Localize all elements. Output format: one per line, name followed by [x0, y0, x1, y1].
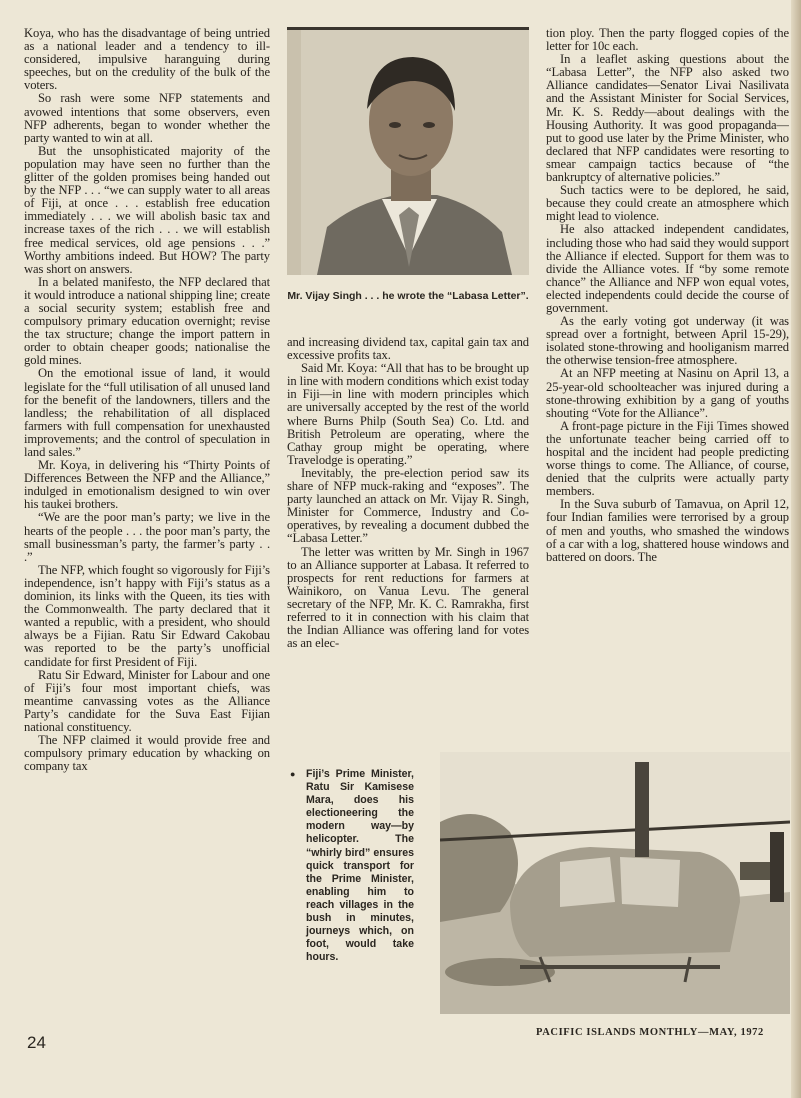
paragraph: At an NFP meeting at Nasinu on April 13, a 25-year-old schoolteacher was injured during a stone-throwing exhibition by a gang of youths shouting “Vote for the Alliance”.	[546, 366, 789, 420]
paragraph: In the Suva suburb of Tamavua, on April 12, four Indian families were terrorised by a group of men and youths, who smashed the windows of a car with a log, shattered house windows and battered on doors. The	[546, 497, 789, 564]
paragraph: and increasing dividend tax, capital gain tax and excessive profits tax.	[287, 336, 529, 363]
paragraph: The NFP, which fought so vigorously for Fiji’s independence, isn’t happy with Fiji’s status as a dominion, its links with the Queen, its ties with the Commonwealth. The party declared that it wanted a republic, with a president, who should always be a Fijian. Ratu Sir Edward Cakobau was reported to be the party’s unofficial candidate for first President of Fiji.	[24, 562, 270, 669]
helicopter-illustration	[440, 752, 790, 1014]
paragraph: Koya, who has the disadvantage of being untried as a national leader and a tendency to ill-considered, impulsive haranguing during speeches, but on the credulity of the bulk of the voters.	[24, 27, 270, 93]
paragraph: The letter was written by Mr. Singh in 1967 to an Alliance supporter at Labasa. It referred to prospects for rent reductions for farmers at Wainikoro, on Vanua Levu. The general secretary of the NFP, Mr. K. C. Ramrakha, first referred to it in connection with his claim that the Indian Alliance was offering land for votes as an elec-	[287, 544, 529, 651]
paragraph: In a leaflet asking questions about the “Labasa Letter”, the NFP also asked two Alliance candidates—Senator Livai Nasilivata and the Assistant Minister for Social Services, Mr. K. S. Reddy—about dealings with the Housing Authority. It was good propaganda—put to good use later by the Prime Minister, who declared that NFP candidates were resorting to smear campaign tactics because of “the bankruptcy of alternative policies.”	[546, 52, 789, 185]
portrait-caption: Mr. Vijay Singh . . . he wrote the “Labasa Letter”.	[287, 290, 529, 302]
paragraph: In a belated manifesto, the NFP declared that it would introduce a national shipping line; create a social security system; establish free and compulsory primary education overnight; revise the tax structure; change the import pattern in order to obtain cheaper goods; nationalise the gold mines.	[24, 274, 270, 368]
helicopter-caption	[290, 768, 414, 964]
article-column-3	[546, 27, 789, 747]
page-number: 24	[27, 1033, 46, 1052]
portrait-illustration	[287, 27, 529, 275]
paragraph: A front-page picture in the Fiji Times showed the unfortunate teacher being carried off to hospital and the incident had people predicting worse things to come. The Alliance, of course, denied that the culprits were actually party members.	[546, 418, 789, 499]
paragraph: So rash were some NFP statements and avowed intentions that some observers, even NFP adherents, began to wonder whether the party wanted to win at all.	[24, 91, 270, 145]
publication-footer: PACIFIC ISLANDS MONTHLY—MAY, 1972	[536, 1027, 764, 1038]
paragraph: On the emotional issue of land, it would legislate for the “full utilisation of all unused land for the benefit of the landowners, tillers and the landless; the rehabilitation of all displaced farmers with full compensation for unexhausted improvements; and the control of speculation in land sales.”	[24, 366, 270, 459]
paragraph: tion ploy. Then the party flogged copies of the letter for 10c each.	[546, 27, 789, 54]
page-edge	[791, 0, 801, 1098]
paragraph: As the early voting got underway (it was spread over a fortnight, between April 15-29), isolated stone-throwing and hooliganism marred the otherwise tension-free atmosphere.	[546, 314, 789, 368]
portrait-photo	[287, 27, 529, 275]
paragraph: Such tactics were to be deplored, he said, because they could create an atmosphere which might lead to violence.	[546, 183, 789, 224]
helicopter-caption-text: Fiji’s Prime Minister, Ratu Sir Kamisese Mara, does his electioneering the modern way—by helicopter. The “whirly bird” ensures quick transport for the Prime Minister, enabling him to reach villages in the bush in minutes, journeys which, on foot, would take hours.	[306, 768, 414, 964]
helicopter-photo	[440, 752, 790, 1014]
paragraph: Ratu Sir Edward, Minister for Labour and one of Fiji’s four most important chiefs, was meantime canvassing votes as the Alliance Party’s candidate for the Suva East Fijian national constituency.	[24, 667, 270, 734]
bullet-icon: ●	[290, 769, 296, 779]
paragraph: The NFP claimed it would provide free and compulsory primary education by whacking on company tax	[24, 733, 270, 774]
paragraph: Inevitably, the pre-election period saw its share of NFP muck-raking and “exposes”. The party launched an attack on Mr. Vijay R. Singh, Minister for Commerce, Industry and Co-operatives, by revealing a document dubbed the “Labasa Letter.”	[287, 465, 529, 546]
paragraph: Said Mr. Koya: “All that has to be brought up in line with modern conditions which exist today in Fiji—in line with modern principles which are universally accepted by the rest of the world where Burns Philp (South Sea) Co. Ltd. and British Petroleum are operating, where the Cathay group might be operating, where Travelodge is operating.”	[287, 361, 529, 467]
paragraph: Mr. Koya, in delivering his “Thirty Points of Differences Between the NFP and the Alliance,” indulged in emotionalism designed to win over his taukei brothers.	[24, 458, 270, 512]
article-column-1	[24, 27, 270, 1022]
paragraph: He also attacked independent candidates, including those who had said they would support the Alliance if elected. Support for them was to divide the Alliance votes. If “by some remote chance” the Alliance and NFP won equal votes, elected independents could decide the course of government.	[546, 222, 789, 315]
paragraph: “We are the poor man’s party; we live in the hearts of the people . . . the poor man’s party, the small businessman’s party, the farmer’s party . . .”	[24, 510, 270, 564]
paragraph: But the unsophisticated majority of the population may have seen no further than the glitter of the golden promises being handed out by the NFP . . . “we can supply water to all areas of Fiji, at once . . . establish free education immediately . . . we will abolish basic tax and increase taxes of the rich . . . we will establish free medical services, old age pensions . . .” Worthy ambitions indeed. But HOW? The party was short on answers.	[24, 143, 270, 276]
article-column-2	[287, 336, 529, 743]
